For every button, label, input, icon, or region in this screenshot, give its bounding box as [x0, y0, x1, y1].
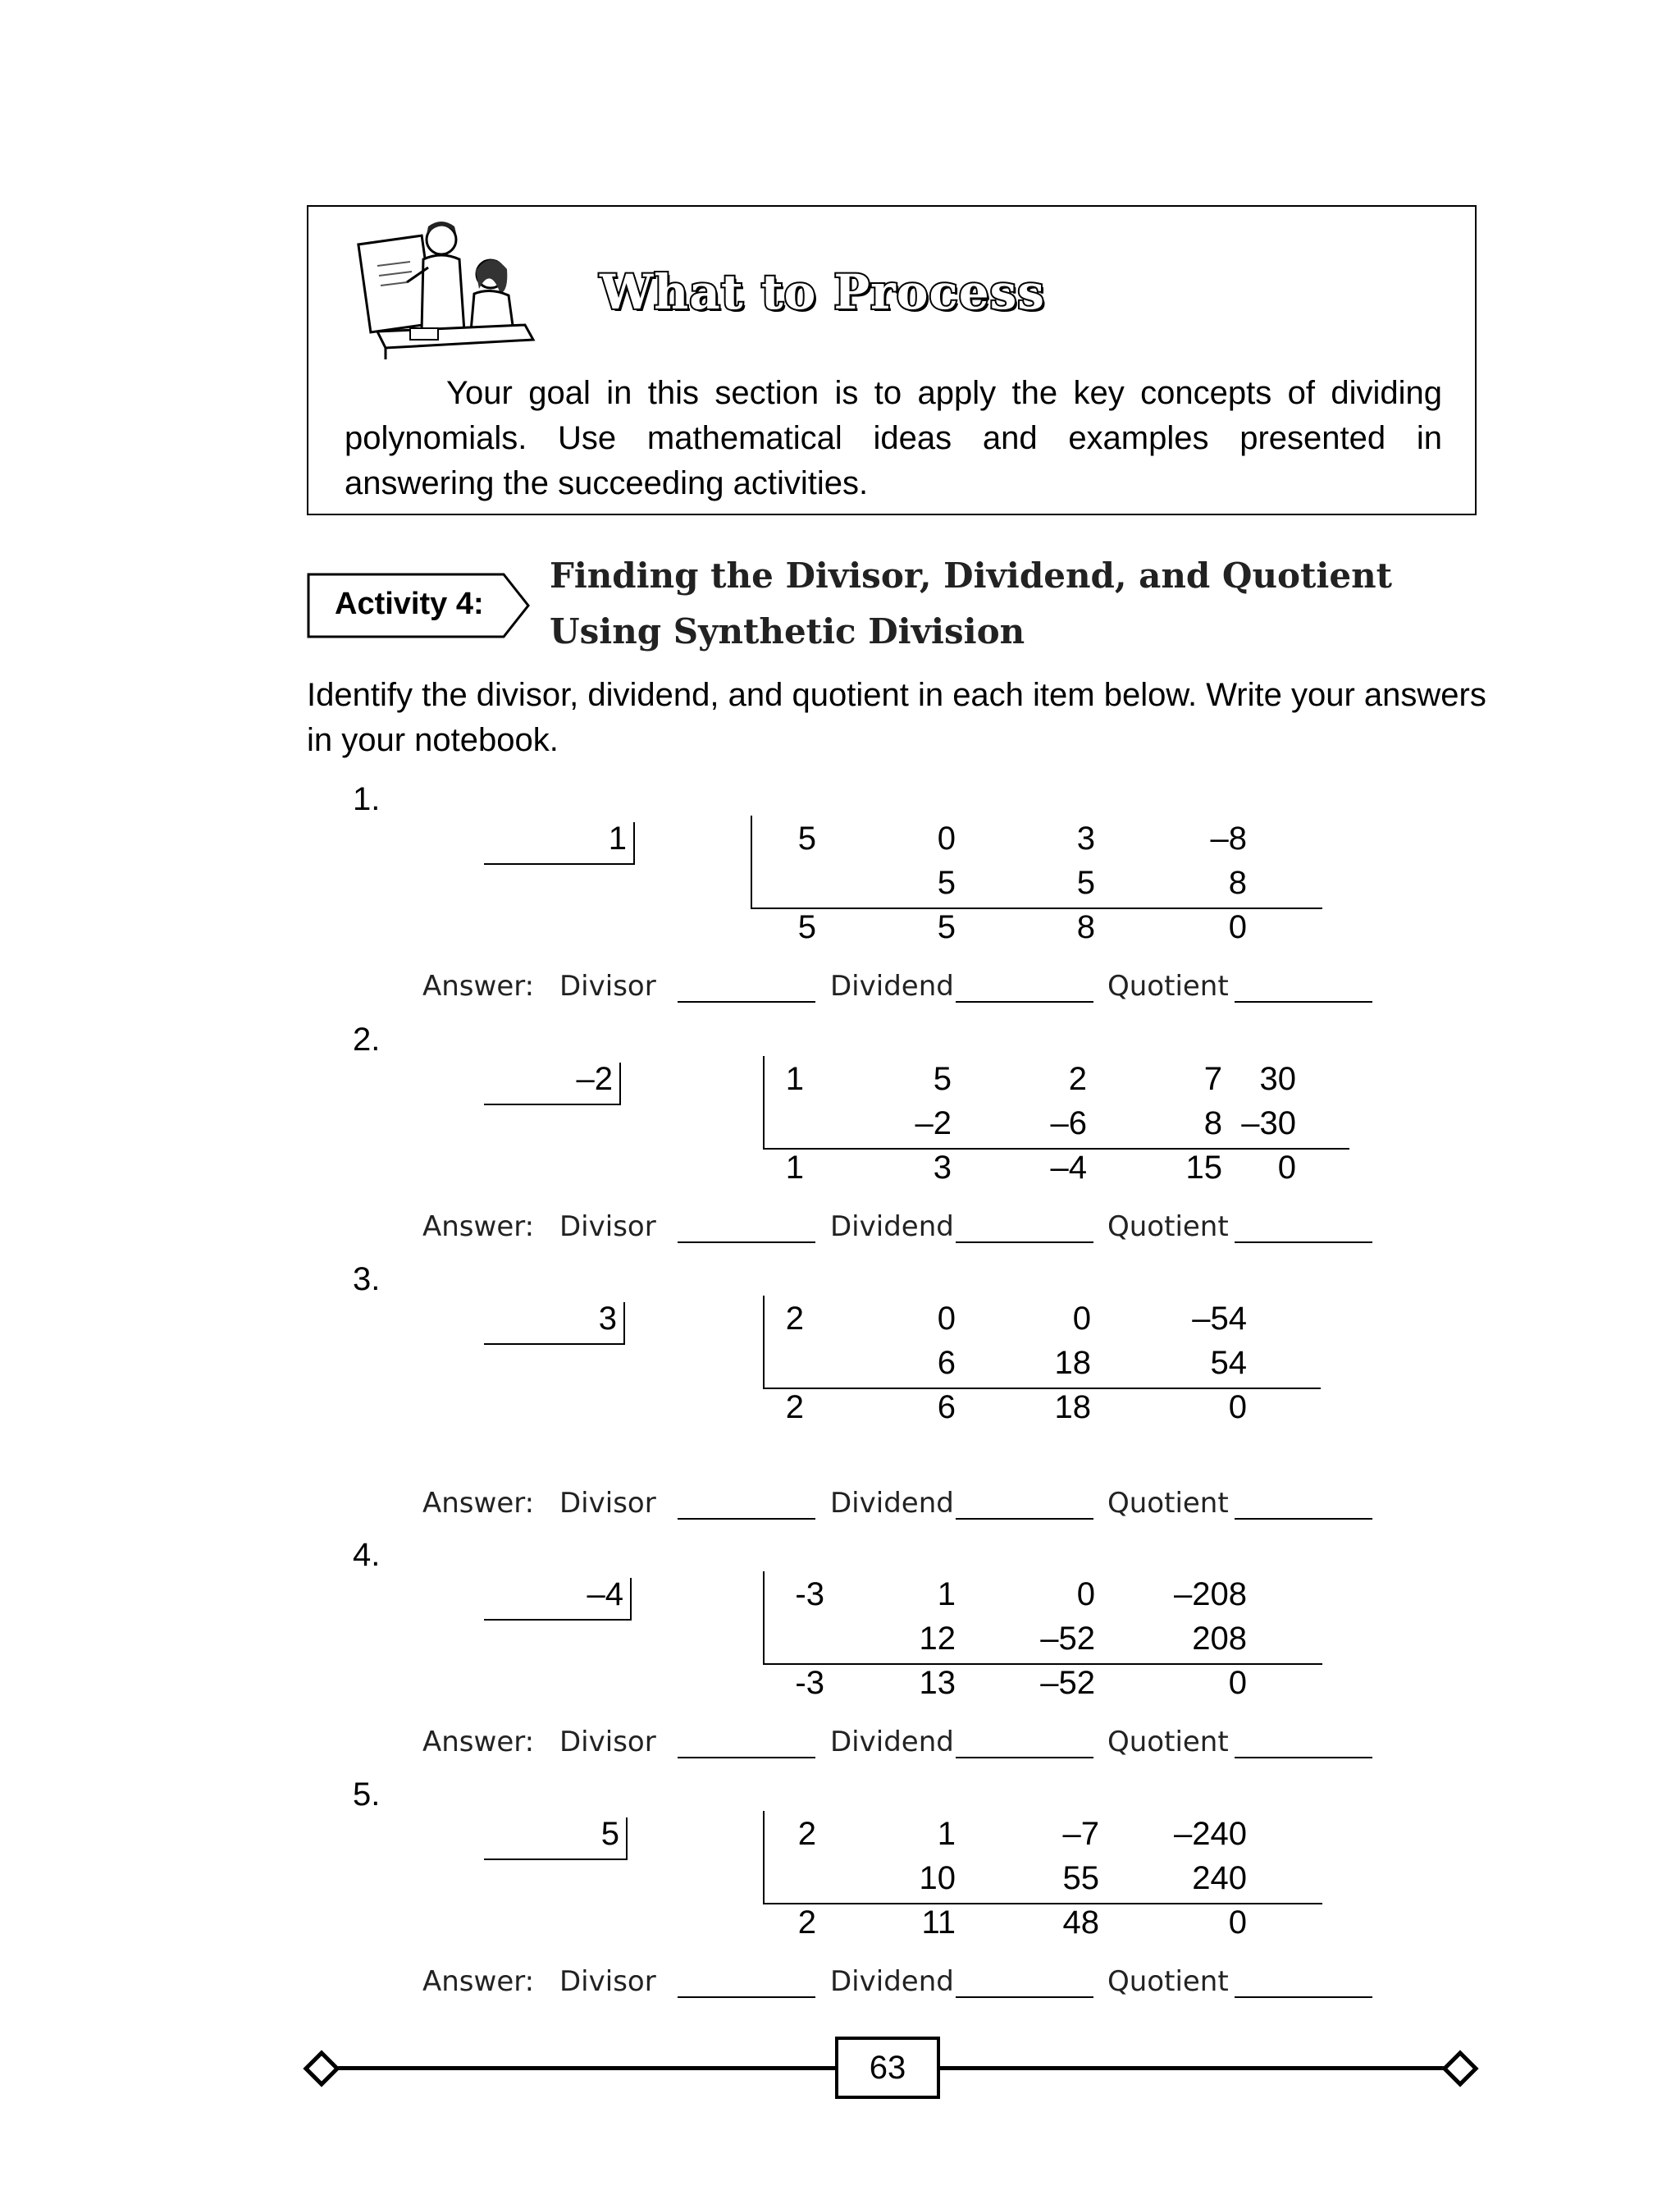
divisor-label: Divisor	[559, 1965, 656, 1998]
root-bracket-line	[484, 1859, 626, 1860]
coefficient: 208	[1192, 1621, 1247, 1657]
dividend-answer-blank[interactable]	[956, 1996, 1093, 1998]
students-at-board-illustration	[353, 217, 541, 360]
diamond-icon	[303, 2050, 340, 2087]
divisor-answer-blank[interactable]	[678, 1518, 815, 1520]
coefficient: -3	[795, 1576, 824, 1612]
coefficient: 2	[785, 1389, 804, 1425]
coefficient: 3	[933, 1150, 952, 1186]
quotient-label: Quotient	[1107, 1726, 1229, 1758]
coefficient: 240	[1192, 1860, 1247, 1896]
root-bracket-line	[484, 1619, 630, 1621]
quotient-answer-blank[interactable]	[1235, 1001, 1372, 1003]
coefficient: 1	[937, 1816, 956, 1852]
quotient-answer-blank[interactable]	[1235, 1757, 1372, 1758]
quotient-label: Quotient	[1107, 1487, 1229, 1520]
root-bracket-line	[623, 1302, 625, 1345]
root-bracket-line	[484, 863, 633, 865]
divisor-answer-blank[interactable]	[678, 1241, 815, 1243]
root-bracket-line	[484, 1104, 619, 1105]
dividend-label: Dividend	[830, 1965, 954, 1998]
coefficient: 8	[1203, 1105, 1222, 1141]
quotient-label: Quotient	[1107, 1210, 1229, 1243]
coefficient: 5	[937, 865, 956, 901]
answer-label: Answer:	[422, 1210, 535, 1243]
coefficient: 0	[1277, 1150, 1296, 1186]
coefficient: 0	[1228, 909, 1247, 945]
coefficient: 0	[1228, 1904, 1247, 1941]
dividend-answer-blank[interactable]	[956, 1757, 1093, 1758]
quotient-answer-blank[interactable]	[1235, 1241, 1372, 1243]
divisor-root: 3	[598, 1301, 617, 1337]
dividend-answer-blank[interactable]	[956, 1001, 1093, 1003]
coefficient: –208	[1174, 1576, 1247, 1612]
coefficient: 1	[937, 1576, 956, 1612]
coefficient: 0	[937, 821, 956, 857]
coefficient: 6	[937, 1345, 956, 1381]
coefficient: 10	[919, 1860, 956, 1896]
coefficient: 13	[919, 1665, 956, 1701]
root-bracket-line	[619, 1063, 621, 1105]
coefficient: 5	[797, 909, 816, 945]
quotient-answer-blank[interactable]	[1235, 1996, 1372, 1998]
coefficient: 54	[1210, 1345, 1247, 1381]
answer-label: Answer:	[422, 1487, 535, 1520]
coefficient: 0	[937, 1301, 956, 1337]
coefficient: 5	[933, 1061, 952, 1097]
coefficient: 48	[1062, 1904, 1099, 1941]
answer-label: Answer:	[422, 1726, 535, 1758]
coefficient: 6	[937, 1389, 956, 1425]
coefficient: -3	[795, 1665, 824, 1701]
coefficient: 8	[1076, 909, 1095, 945]
coefficient: –6	[1050, 1105, 1087, 1141]
item-number: 2.	[353, 1022, 381, 1058]
root-bracket-line	[633, 822, 635, 865]
coefficient: 8	[1228, 865, 1247, 901]
root-bracket-line	[484, 1343, 623, 1345]
coefficient: 1	[785, 1061, 804, 1097]
coefficient: –2	[915, 1105, 952, 1141]
divisor-root: –2	[576, 1061, 613, 1097]
item-number: 5.	[353, 1776, 381, 1813]
coefficient: 0	[1228, 1389, 1247, 1425]
coefficient: –52	[1040, 1621, 1095, 1657]
quotient-label: Quotient	[1107, 970, 1229, 1003]
coefficient: 3	[1076, 821, 1095, 857]
section-title: What to Process	[600, 264, 1045, 320]
coefficient: –30	[1241, 1105, 1296, 1141]
answer-label: Answer:	[422, 1965, 535, 1998]
coefficient: 2	[797, 1904, 816, 1941]
activity-title: Finding the Divisor, Dividend, and Quotient Using Synthetic Division	[550, 556, 1393, 652]
what-to-process-box	[307, 205, 1477, 515]
coefficient: 0	[1228, 1665, 1247, 1701]
coefficient: 55	[1062, 1860, 1099, 1896]
quotient-answer-blank[interactable]	[1235, 1518, 1372, 1520]
coefficient: 18	[1054, 1345, 1091, 1381]
coefficient: 5	[797, 821, 816, 857]
coefficient: 2	[797, 1816, 816, 1852]
coefficient: –240	[1174, 1816, 1247, 1852]
section-intro-text: Your goal in this section is to apply the key concepts of dividing polynomials. Use mathematical ideas and examples presented in answering the succeeding activities.	[345, 375, 1442, 501]
coefficient: 12	[919, 1621, 956, 1657]
coefficient: –8	[1210, 821, 1247, 857]
divisor-label: Divisor	[559, 1726, 656, 1758]
dividend-label: Dividend	[830, 1487, 954, 1520]
dividend-answer-blank[interactable]	[956, 1518, 1093, 1520]
activity-label: Activity 4:	[335, 587, 484, 621]
coefficient: 7	[1203, 1061, 1222, 1097]
divisor-root: 5	[600, 1816, 619, 1852]
coefficient: 5	[1076, 865, 1095, 901]
coefficient: –52	[1040, 1665, 1095, 1701]
divisor-label: Divisor	[559, 1487, 656, 1520]
coefficient: –4	[1050, 1150, 1087, 1186]
coefficient: 2	[785, 1301, 804, 1337]
item-number: 4.	[353, 1537, 381, 1573]
coefficient: 15	[1185, 1150, 1222, 1186]
divisor-answer-blank[interactable]	[678, 1757, 815, 1758]
dividend-label: Dividend	[830, 970, 954, 1003]
dividend-answer-blank[interactable]	[956, 1241, 1093, 1243]
coefficient: 0	[1072, 1301, 1091, 1337]
diamond-icon	[1441, 2050, 1478, 2087]
page-number: 63	[835, 2037, 940, 2099]
divisor-label: Divisor	[559, 970, 656, 1003]
divisor-root: –4	[587, 1576, 623, 1612]
item-number: 1.	[353, 781, 381, 817]
root-bracket-line	[630, 1578, 632, 1621]
divisor-answer-blank[interactable]	[678, 1996, 815, 1998]
coefficient: –54	[1192, 1301, 1247, 1337]
coefficient: 2	[1068, 1061, 1087, 1097]
dividend-label: Dividend	[830, 1210, 954, 1243]
divisor-root: 1	[608, 821, 627, 857]
answer-label: Answer:	[422, 970, 535, 1003]
coefficient: 30	[1259, 1061, 1296, 1097]
coefficient: 1	[785, 1150, 804, 1186]
divisor-label: Divisor	[559, 1210, 656, 1243]
item-number: 3.	[353, 1261, 381, 1297]
coefficient: 0	[1076, 1576, 1095, 1612]
instructions: Identify the divisor, dividend, and quotient in each item below. Write your answers in your notebook.	[307, 677, 1486, 758]
coefficient: 5	[937, 909, 956, 945]
root-bracket-line	[626, 1817, 628, 1860]
dividend-label: Dividend	[830, 1726, 954, 1758]
coefficient: 11	[921, 1904, 956, 1941]
coefficient: 18	[1054, 1389, 1091, 1425]
quotient-label: Quotient	[1107, 1965, 1229, 1998]
coefficient: –7	[1062, 1816, 1099, 1852]
divisor-answer-blank[interactable]	[678, 1001, 815, 1003]
